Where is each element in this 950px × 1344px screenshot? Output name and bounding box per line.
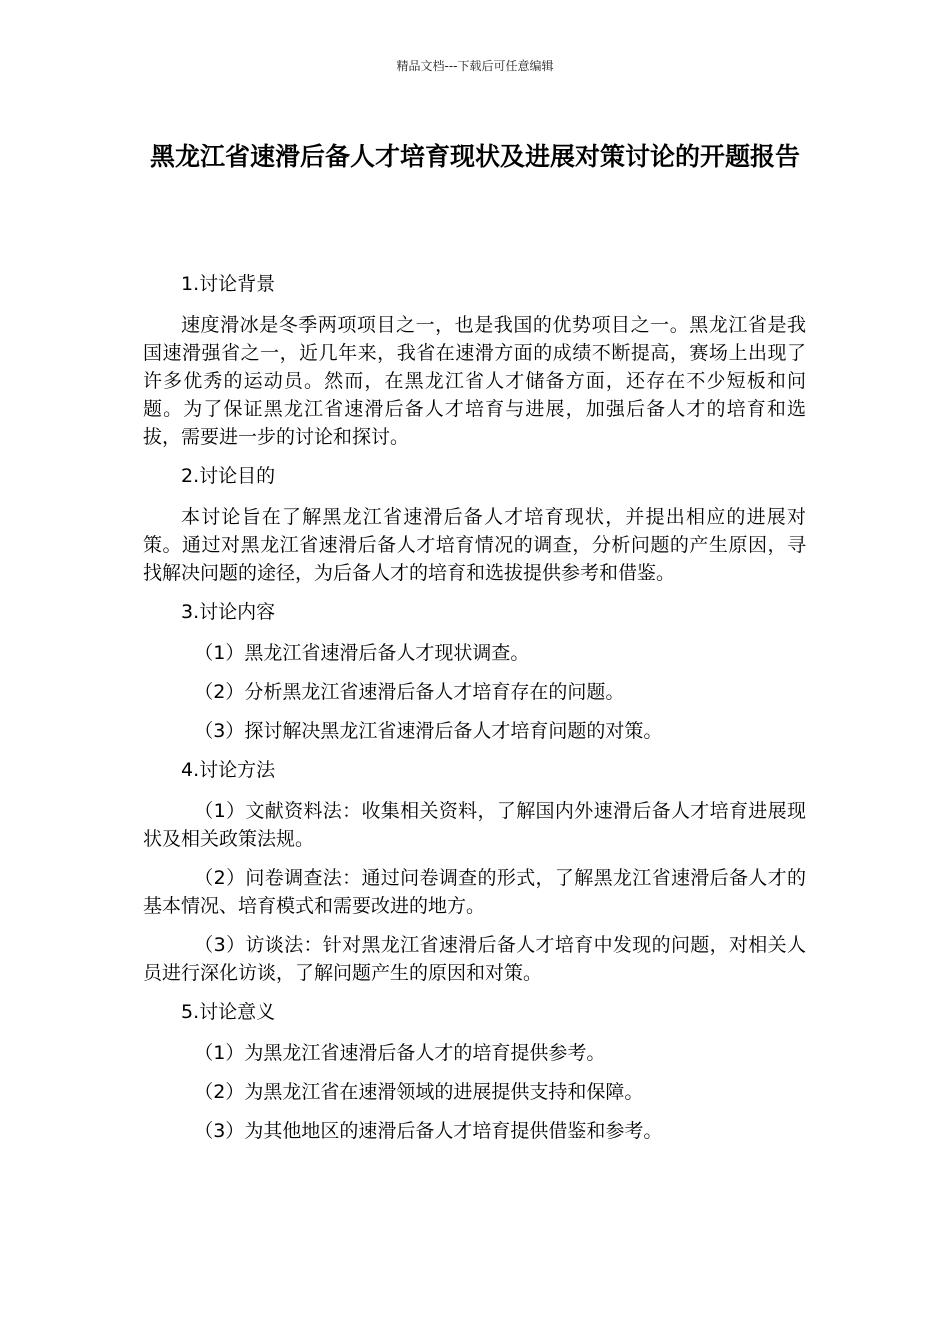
paragraph-purpose: 本讨论旨在了解黑龙江省速滑后备人才培育现状，并提出相应的进展对策。通过对黑龙江省速滑后备人才培育情况的调查，分析问题的产生原因，寻找解决问题的途径，为后备人才的培育和选拔提供参考和借鉴。 [143,506,806,584]
section-heading-methods: 4.讨论方法 [181,759,276,781]
list-item-methods-3: （3）访谈法：针对黑龙江省速滑后备人才培育中发现的问题，对相关人员进行深化访谈，了解问题产生的原因和对策。 [143,934,806,984]
section-heading-significance: 5.讨论意义 [181,1001,276,1023]
section-heading-content: 3.讨论内容 [181,601,276,623]
document-body [143,270,806,1156]
section-heading-background: 1.讨论背景 [181,273,276,295]
list-item-significance-2: （2）为黑龙江省在速滑领域的进展提供支持和保障。 [194,1081,644,1103]
list-item-content-2: （2）分析黑龙江省速滑后备人才培育存在的问题。 [194,681,625,703]
list-item-methods-2: （2）问卷调查法：通过问卷调查的形式，了解黑龙江省速滑后备人才的基本情况、培育模式和需要改进的地方。 [143,867,806,917]
document-title: 黑龙江省速滑后备人才培育现状及进展对策讨论的开题报告 [149,142,800,171]
paragraph-background: 速度滑冰是冬季两项项目之一，也是我国的优势项目之一。黑龙江省是我国速滑强省之一，近几年来，我省在速滑方面的成绩不断提高，赛场上出现了许多优秀的运动员。然而，在黑龙江省人才储备方面，还存在不少短板和问题。为了保证黑龙江省速滑后备人才培育与进展，加强后备人才的培育和选拔，需要进一步的讨论和探讨。 [143,314,806,448]
section-heading-purpose: 2.讨论目的 [181,465,276,487]
list-item-significance-1: （1）为黑龙江省速滑后备人才的培育提供参考。 [194,1042,606,1064]
header-note: 精品文档---下载后可任意编辑 [396,59,554,73]
list-item-significance-3: （3）为其他地区的速滑后备人才培育提供借鉴和参考。 [194,1120,663,1142]
list-item-content-3: （3）探讨解决黑龙江省速滑后备人才培育问题的对策。 [194,720,663,742]
list-item-content-1: （1）黑龙江省速滑后备人才现状调查。 [194,642,530,664]
list-item-methods-1: （1）文献资料法：收集相关资料，了解国内外速滑后备人才培育进展现状及相关政策法规。 [143,800,806,850]
